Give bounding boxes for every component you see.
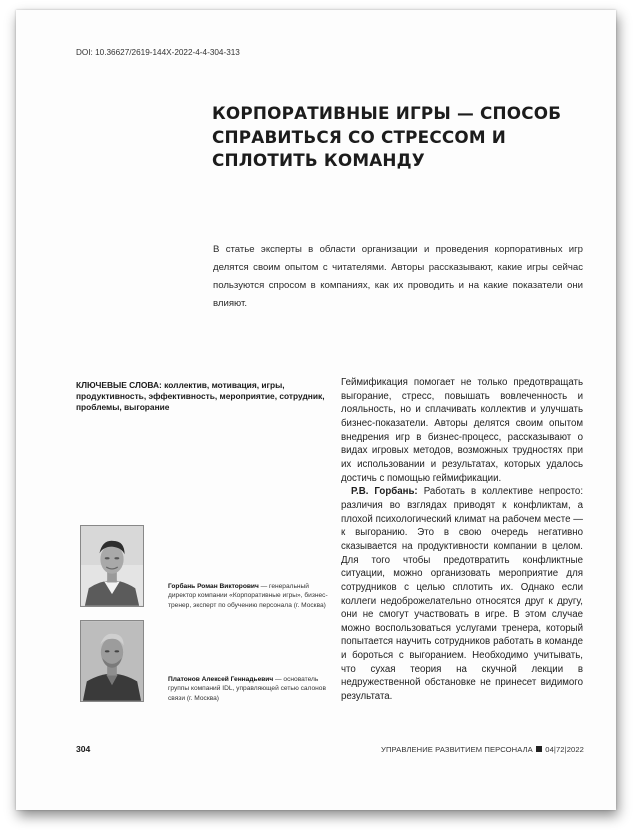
article-title: КОРПОРАТИВНЫЕ ИГРЫ — СПОСОБ СПРАВИТЬСЯ СО СТРЕССОМ И СПЛОТИТЬ КОМАНДУ (212, 103, 562, 170)
keywords-label: КЛЮЧЕВЫЕ СЛОВА: (76, 380, 162, 390)
square-bullet-icon (536, 746, 542, 752)
speaker-text: Работать в коллективе непросто: различия во взглядах приводят к конфликтам, а плохой психологический климат на рабочем месте — к выгоранию. Это в свою очередь негативно сказывается на продуктивности компании в целом. Для того чтобы предотвратить конфликтные ситуации, можно организовать мероприятие для сотрудников с целью сплотить их. Однако если коллеги недоброжелательно относятся друг к другу, они не смогут участвовать в игре. В этом случае можно воспользоваться услугами тренера, который попытается научить сотрудников работать в команде и бороться с выгоранием. Необходимо учитывать, что сухая теория на скучной лекции в недружественной обстановке не принесет видимого результата. (341, 486, 584, 703)
journal-page (16, 10, 616, 810)
body-paragraph-2 (341, 485, 583, 704)
journal-footer (381, 745, 584, 754)
author-bio-platonov (168, 675, 338, 703)
keywords-block (76, 380, 338, 413)
author-gorban (80, 525, 350, 607)
article-abstract: В статье эксперты в области организации и проведения корпоративных игр делятся своим опытом с читателями. Авторы рассказывают, какие игры сейчас пользуются спросом в компаниях, как их проводить и на какие показатели они влияют. (213, 244, 583, 309)
author-photo-gorban (80, 525, 144, 607)
author-description: — основатель группы компаний IDL, управляющей сетью салонов связи (г. Москва) (168, 676, 326, 702)
author-name: Горбань Роман Викторович (168, 583, 259, 590)
doi-line: DOI: 10.36627/2619-144X-2022-4-4-304-313 (76, 48, 240, 57)
journal-name: УПРАВЛЕНИЕ РАЗВИТИЕМ ПЕРСОНАЛА (381, 745, 533, 754)
keywords-list: коллектив, мотивация, игры, продуктивность, эффективность, мероприятие, сотрудник, проблемы, выгорание (76, 380, 325, 412)
journal-issue: 04|72|2022 (545, 745, 584, 754)
article-body (341, 376, 583, 704)
author-description: — генеральный директор компании «Корпоративные игры», бизнес-тренер, эксперт по обучению персонала (г. Москва) (168, 583, 328, 609)
author-photo-platonov (80, 620, 144, 702)
author-bio-gorban (168, 582, 338, 610)
speaker-label: Р.В. Горбань: (351, 486, 418, 498)
author-name: Платонов Алексей Геннадьевич (168, 676, 274, 683)
page-number: 304 (76, 744, 91, 754)
author-platonov (80, 620, 350, 702)
body-paragraph-1: Геймификация помогает не только предотвращать выгорание, стресс, повышать вовлеченность и лояльность, но и сплачивать коллектив и улучшать бизнес-показатели. Авторы делятся своим опытом внедрения игр в бизнес-процесс, рассказывают о видах игровых методов, возможных трудностях при их использовании и результатах, которых удалось достичь с помощью геймификации. (341, 377, 583, 484)
